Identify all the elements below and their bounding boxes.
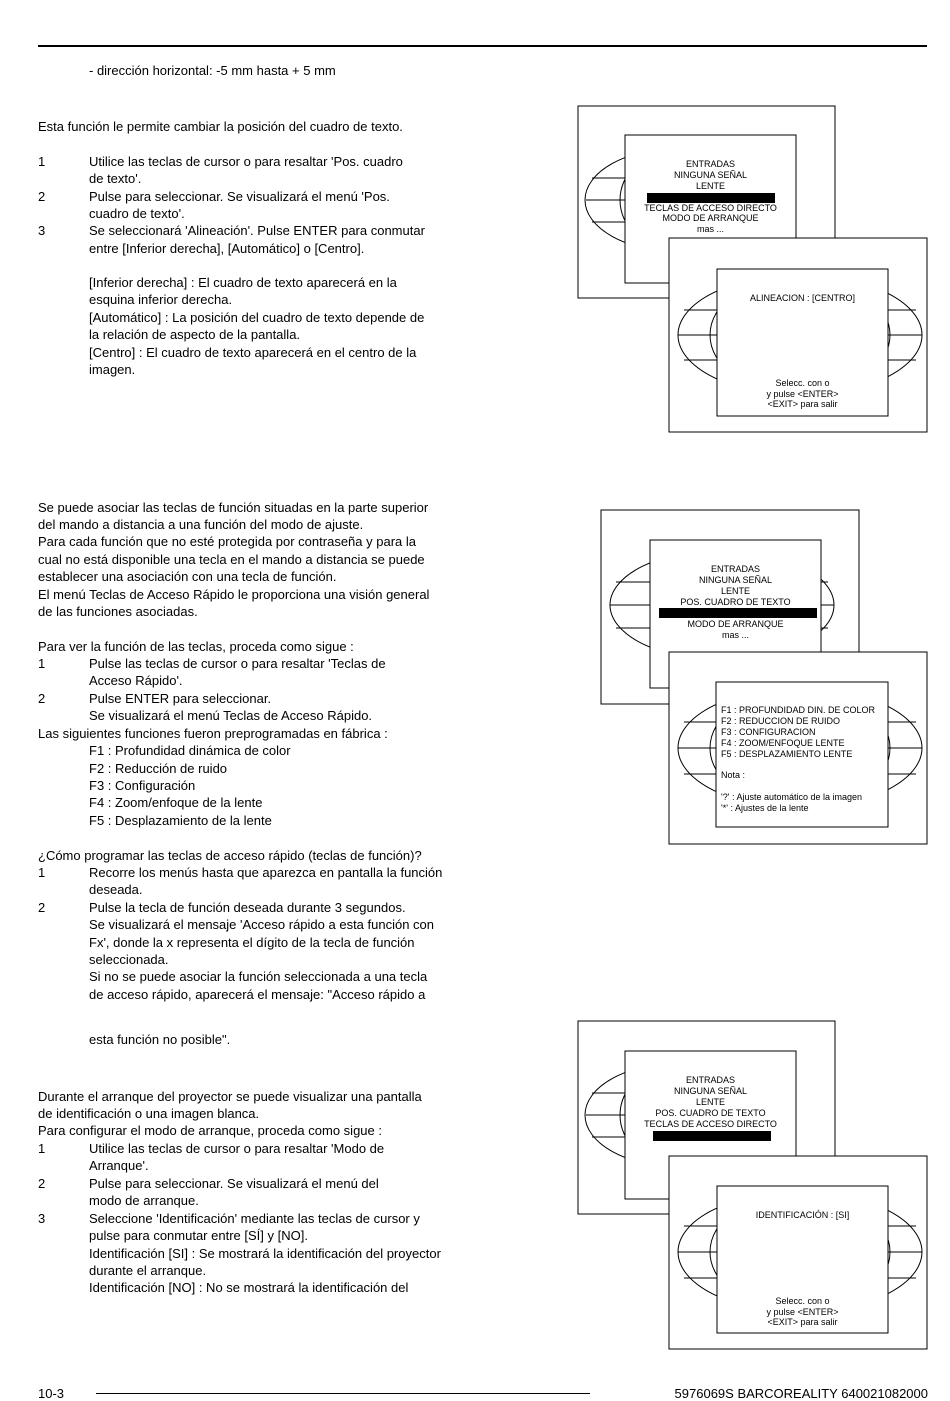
step-number: 2 <box>38 900 46 915</box>
menu-item: mas ... <box>721 630 749 640</box>
page-number: 10-3 <box>38 1386 65 1401</box>
menu-footer-line: y pulse <ENTER> <box>766 389 839 399</box>
function-item: F4 : Zoom/enfoque de la lente <box>89 795 263 810</box>
menu-item: TECLAS DE ACCESO DIRECTO <box>644 1119 777 1129</box>
hotkey-line: F3 : CONFIGURACION <box>721 727 816 737</box>
step-line: de texto'. <box>89 171 142 186</box>
section2-intro-line: de las funciones asociadas. <box>38 604 198 619</box>
step-line: deseada. <box>89 882 143 897</box>
step-line: Acceso Rápido'. <box>89 673 183 688</box>
step-line: durante el arranque. <box>89 1263 207 1278</box>
step-line: cuadro de texto'. <box>89 206 185 221</box>
view-intro: Para ver la función de las teclas, proceda como sigue : <box>38 639 354 654</box>
hotkey-line: F5 : DESPLAZAMIENTO LENTE <box>721 749 853 759</box>
menu-item: POS. CUADRO DE TEXTO <box>655 1108 766 1118</box>
hotkey-note-line: '*' : Ajustes de la lente <box>721 803 809 813</box>
option-line: [Automático] : La posición del cuadro de texto depende de <box>89 310 425 325</box>
step-line: Seleccione 'Identificación' mediante las teclas de cursor y <box>89 1211 420 1226</box>
step-number: 3 <box>38 1211 46 1226</box>
menu-item: TECLAS DE ACCESO DIRECTO <box>644 203 777 213</box>
step-number: 2 <box>38 1176 46 1191</box>
step-number: 1 <box>38 154 46 169</box>
section2-intro-line: Se puede asociar las teclas de función situadas en la parte superior <box>38 500 429 515</box>
menu-item: mas ... <box>696 224 724 234</box>
menu-item: MODO DE ARRANQUE <box>662 213 759 223</box>
menu-item: ENTRADAS <box>685 159 735 169</box>
programming-question: ¿Cómo programar las teclas de acceso rápido (teclas de función)? <box>38 848 422 863</box>
section2-intro-line: Para cada función que no esté protegida por contraseña y para la <box>38 534 416 549</box>
menu-footer-line: Selecc. con o <box>775 378 830 388</box>
hotkey-line: F2 : REDUCCION DE RUIDO <box>721 716 841 726</box>
footer-rule <box>96 1393 590 1394</box>
menu-footer-line: <EXIT> para salir <box>767 399 838 409</box>
option-line: imagen. <box>89 362 136 377</box>
step-number: 3 <box>38 223 46 238</box>
step-line: Pulse ENTER para seleccionar. <box>89 691 272 706</box>
horizontal-direction-line: - dirección horizontal: -5 mm hasta + 5 mm <box>89 63 336 78</box>
step-line: Pulse para seleccionar. Se visualizará el menú del <box>89 1176 379 1191</box>
hotkey-note-line: '?' : Ajuste automático de la imagen <box>721 792 863 802</box>
step-line: Se seleccionará 'Alineación'. Pulse ENTER para conmutar <box>89 223 425 238</box>
section2-intro-line: El menú Teclas de Acceso Rápido le proporciona una visión general <box>38 587 430 602</box>
step-line: Utilice las teclas de cursor o para resaltar 'Pos. cuadro <box>89 154 403 169</box>
menu-item: LENTE <box>720 586 750 596</box>
step-line: Recorre los menús hasta que aparezca en pantalla la función <box>89 865 443 880</box>
step-line: Arranque'. <box>89 1158 149 1173</box>
step-line: de acceso rápido, aparecerá el mensaje: "Acceso rápido a <box>89 987 426 1002</box>
section2-intro-line: del mando a distancia a una función del modo de ajuste. <box>38 517 364 532</box>
hotkey-note-label: Nota : <box>721 770 746 780</box>
menu-item: ENTRADAS <box>710 564 760 574</box>
menu-footer-line: y pulse <ENTER> <box>766 1307 839 1317</box>
menu-item: NINGUNA SEÑAL <box>698 575 773 585</box>
function-item: F2 : Reducción de ruido <box>89 761 228 776</box>
section2-intro-line: establecer una asociación con una tecla de función. <box>38 569 337 584</box>
preprog-intro: Las siguientes funciones fueron preprogramadas en fábrica : <box>38 726 388 741</box>
menu-footer-line: <EXIT> para salir <box>767 1317 838 1327</box>
menu-footer-line: Selecc. con o <box>775 1296 830 1306</box>
step-line: Identificación [SI] : Se mostrará la identificación del proyector <box>89 1246 441 1261</box>
identification-setting: IDENTIFICACIÓN : [SI] <box>755 1210 850 1220</box>
function-item: F3 : Configuración <box>89 778 196 793</box>
hotkey-line: F1 : PROFUNDIDAD DIN. DE COLOR <box>721 705 876 715</box>
option-line: la relación de aspecto de la pantalla. <box>89 327 301 342</box>
step-line: Se visualizará el menú Teclas de Acceso Rápido. <box>89 708 373 723</box>
menu-item: MODO DE ARRANQUE <box>687 619 784 629</box>
step-line: Utilice las teclas de cursor o para resaltar 'Modo de <box>89 1141 385 1156</box>
document-id: 5976069S BARCOREALITY 640021082000 <box>674 1386 928 1401</box>
step-line: pulse para conmutar entre [SÍ] y [NO]. <box>89 1228 308 1243</box>
menu-item: LENTE <box>695 1097 725 1107</box>
option-line: esquina inferior derecha. <box>89 292 233 307</box>
section3-intro-line: de identificación o una imagen blanca. <box>38 1106 260 1121</box>
step-line: Fx', donde la x representa el dígito de la tecla de función <box>89 935 415 950</box>
section3-intro-line: Para configurar el modo de arranque, proceda como sigue : <box>38 1123 382 1138</box>
menu-item: POS. CUADRO DE TEXTO <box>680 597 791 607</box>
step-line: Pulse para seleccionar. Se visualizará el menú 'Pos. <box>89 189 390 204</box>
menu-item: ENTRADAS <box>685 1075 735 1085</box>
step-line: modo de arranque. <box>89 1193 199 1208</box>
step-line: Pulse la tecla de función deseada durante 3 segundos. <box>89 900 406 915</box>
menu-item: NINGUNA SEÑAL <box>673 1086 748 1096</box>
step-number: 1 <box>38 1141 46 1156</box>
step-number: 2 <box>38 189 46 204</box>
hotkey-line: F4 : ZOOM/ENFOQUE LENTE <box>721 738 845 748</box>
step-line-continuation: esta función no posible". <box>89 1032 231 1047</box>
function-item: F5 : Desplazamiento de la lente <box>89 813 272 828</box>
option-line: [Centro] : El cuadro de texto aparecerá en el centro de la <box>89 345 417 360</box>
section1-intro: Esta función le permite cambiar la posición del cuadro de texto. <box>38 119 403 134</box>
function-item: F1 : Profundidad dinámica de color <box>89 743 291 758</box>
step-line: Identificación [NO] : No se mostrará la identificación del <box>89 1280 409 1295</box>
step-line: Si no se puede asociar la función seleccionada a una tecla <box>89 969 428 984</box>
step-line: Pulse las teclas de cursor o para resaltar 'Teclas de <box>89 656 386 671</box>
step-line: Se visualizará el mensaje 'Acceso rápido a esta función con <box>89 917 435 932</box>
step-line: seleccionada. <box>89 952 169 967</box>
alignment-setting: ALINEACION : [CENTRO] <box>749 293 856 303</box>
menu-item: LENTE <box>695 181 725 191</box>
option-line: [Inferior derecha] : El cuadro de texto aparecerá en la <box>89 275 397 290</box>
menu-item: NINGUNA SEÑAL <box>673 170 748 180</box>
step-number: 2 <box>38 691 46 706</box>
section2-intro-line: cual no está disponible una tecla en el mando a distancia se puede <box>38 552 425 567</box>
step-number: 1 <box>38 656 46 671</box>
step-line: entre [Inferior derecha], [Automático] o [Centro]. <box>89 241 365 256</box>
section3-intro-line: Durante el arranque del proyector se puede visualizar una pantalla <box>38 1089 422 1104</box>
step-number: 1 <box>38 865 46 880</box>
